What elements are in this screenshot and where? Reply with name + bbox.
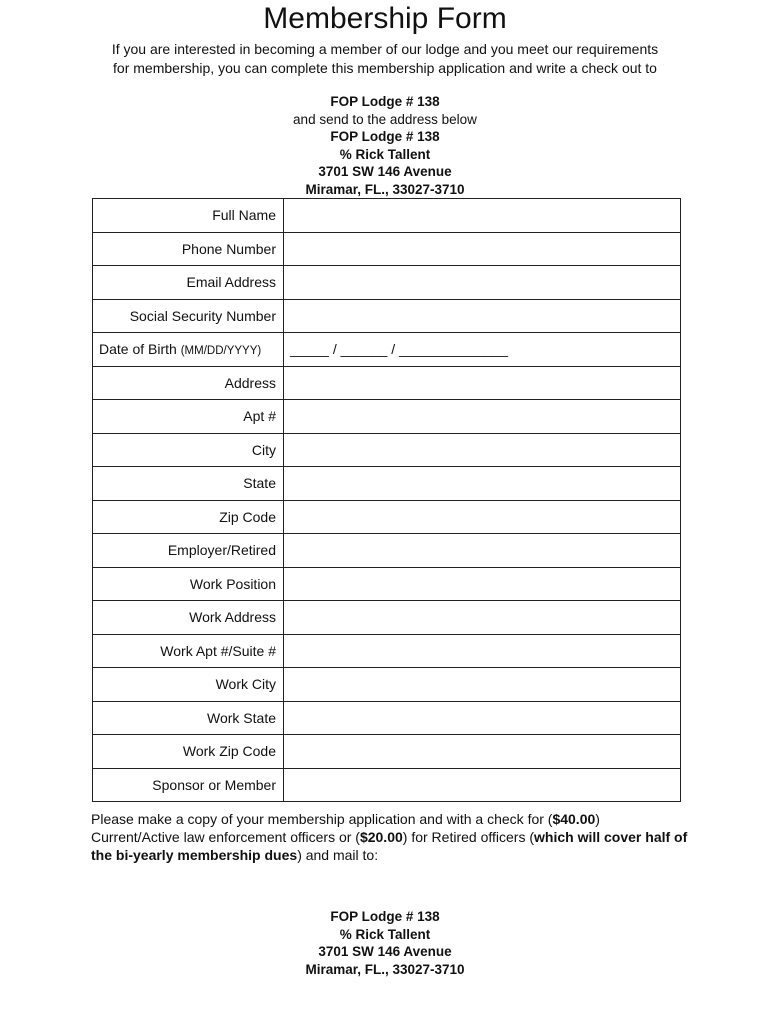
field-input-city[interactable] xyxy=(284,433,681,467)
intro-line-1: If you are interested in becoming a member of our lodge and you meet our requirements xyxy=(111,41,659,57)
form-row xyxy=(93,534,681,568)
payment-instructions xyxy=(91,810,691,864)
active-dues-amount: $40.00 xyxy=(552,811,596,827)
field-label-work-address xyxy=(93,601,284,635)
form-row xyxy=(93,467,681,501)
intro-line-2: for membership, you can complete this membership application and write a check out to xyxy=(113,60,657,76)
field-label-work-city xyxy=(93,668,284,702)
field-label-text: Zip Code xyxy=(219,508,276,525)
note-part-2: ) Current/Active law enforcement officers or ( xyxy=(91,811,600,845)
field-label-text: Email Address xyxy=(186,274,276,291)
note-part-3: ) for Retired officers ( xyxy=(402,829,535,845)
field-label-work-apt-suite xyxy=(93,634,284,668)
page-title: Membership Form xyxy=(263,2,507,35)
field-input-social-security-number[interactable] xyxy=(284,299,681,333)
field-input-email-address[interactable] xyxy=(284,266,681,300)
mail-address-block xyxy=(0,908,770,978)
field-label-work-state xyxy=(93,701,284,735)
payee-name: FOP Lodge # 138 xyxy=(330,94,440,109)
field-label-text: Work Zip Code xyxy=(182,743,276,760)
field-label-text: Address xyxy=(224,374,276,391)
field-label-text: State xyxy=(243,475,276,492)
field-label-date-of-birth xyxy=(93,333,284,367)
field-label-social-security-number xyxy=(93,299,284,333)
field-label-city xyxy=(93,433,284,467)
field-input-work-address[interactable] xyxy=(284,601,681,635)
form-row xyxy=(93,735,681,769)
field-input-phone-number[interactable] xyxy=(284,232,681,266)
mail-street-line: 3701 SW 146 Avenue xyxy=(318,944,452,959)
field-input-date-of-birth[interactable]: _____ / ______ / ______________ xyxy=(284,333,681,367)
street-line: 3701 SW 146 Avenue xyxy=(318,164,452,179)
field-label-text: Full Name xyxy=(212,207,276,224)
field-label-apt xyxy=(93,400,284,434)
field-label-phone-number xyxy=(93,232,284,266)
field-label-employer-retired xyxy=(93,534,284,568)
field-input-work-state[interactable] xyxy=(284,701,681,735)
field-input-employer-retired[interactable] xyxy=(284,534,681,568)
field-label-sponsor-or-member xyxy=(93,768,284,802)
field-input-state[interactable] xyxy=(284,467,681,501)
field-label-text: Phone Number xyxy=(181,240,276,257)
form-row xyxy=(93,701,681,735)
form-row xyxy=(93,567,681,601)
field-input-apt[interactable] xyxy=(284,400,681,434)
field-label-format-hint: (MM/DD/YYYY) xyxy=(180,345,262,358)
field-label-text: Sponsor or Member xyxy=(152,776,276,793)
field-label-text: Employer/Retired xyxy=(167,542,276,559)
form-row xyxy=(93,768,681,802)
field-label-text: Work Apt #/Suite # xyxy=(160,642,276,659)
field-label-text: Work Address xyxy=(189,609,276,626)
field-input-full-name[interactable] xyxy=(284,199,681,233)
field-input-work-city[interactable] xyxy=(284,668,681,702)
attention-line: % Rick Tallent xyxy=(339,146,431,162)
form-row xyxy=(93,366,681,400)
field-input-work-position[interactable] xyxy=(284,567,681,601)
note-part-4: ) and mail to: xyxy=(297,847,379,863)
field-label-text: Apt # xyxy=(243,408,276,425)
city-state-zip-line: Miramar, FL., 33027-3710 xyxy=(305,181,465,197)
send-instruction: and send to the address below xyxy=(293,111,477,127)
dues-coverage-clause: which will cover half of the bi-yearly membership dues xyxy=(91,829,688,863)
field-label-work-zip-code xyxy=(93,735,284,769)
field-label-work-position xyxy=(93,567,284,601)
field-label-address xyxy=(93,366,284,400)
mail-lodge-name: FOP Lodge # 138 xyxy=(330,909,440,924)
field-label-text: Date of Birth xyxy=(99,341,177,358)
form-row xyxy=(93,634,681,668)
lodge-name: FOP Lodge # 138 xyxy=(330,129,440,144)
field-label-text: Work City xyxy=(215,676,276,693)
field-input-sponsor-or-member[interactable] xyxy=(284,768,681,802)
form-row xyxy=(93,500,681,534)
membership-form-table xyxy=(92,198,681,802)
form-row xyxy=(93,299,681,333)
payee-address-block xyxy=(0,93,770,198)
form-row xyxy=(93,601,681,635)
field-input-zip-code[interactable] xyxy=(284,500,681,534)
form-row xyxy=(93,433,681,467)
field-input-work-zip-code[interactable] xyxy=(284,735,681,769)
mail-attention-line: % Rick Tallent xyxy=(339,926,431,942)
mail-city-state-zip-line: Miramar, FL., 33027-3710 xyxy=(305,961,465,977)
form-row xyxy=(93,400,681,434)
field-label-email-address xyxy=(93,266,284,300)
form-row xyxy=(93,199,681,233)
form-row xyxy=(93,333,681,367)
form-row xyxy=(93,266,681,300)
note-part-1: Please make a copy of your membership application and with a check for ( xyxy=(91,811,553,827)
field-label-text: Work Position xyxy=(189,575,276,592)
field-label-text: Social Security Number xyxy=(129,307,276,324)
retired-dues-amount: $20.00 xyxy=(359,829,403,845)
field-label-text: City xyxy=(251,441,276,458)
intro-text xyxy=(0,40,770,78)
field-label-full-name xyxy=(93,199,284,233)
field-input-address[interactable] xyxy=(284,366,681,400)
field-input-work-apt-suite[interactable] xyxy=(284,634,681,668)
field-label-zip-code xyxy=(93,500,284,534)
form-row xyxy=(93,668,681,702)
form-row xyxy=(93,232,681,266)
field-label-text: Work State xyxy=(207,709,276,726)
field-label-state xyxy=(93,467,284,501)
